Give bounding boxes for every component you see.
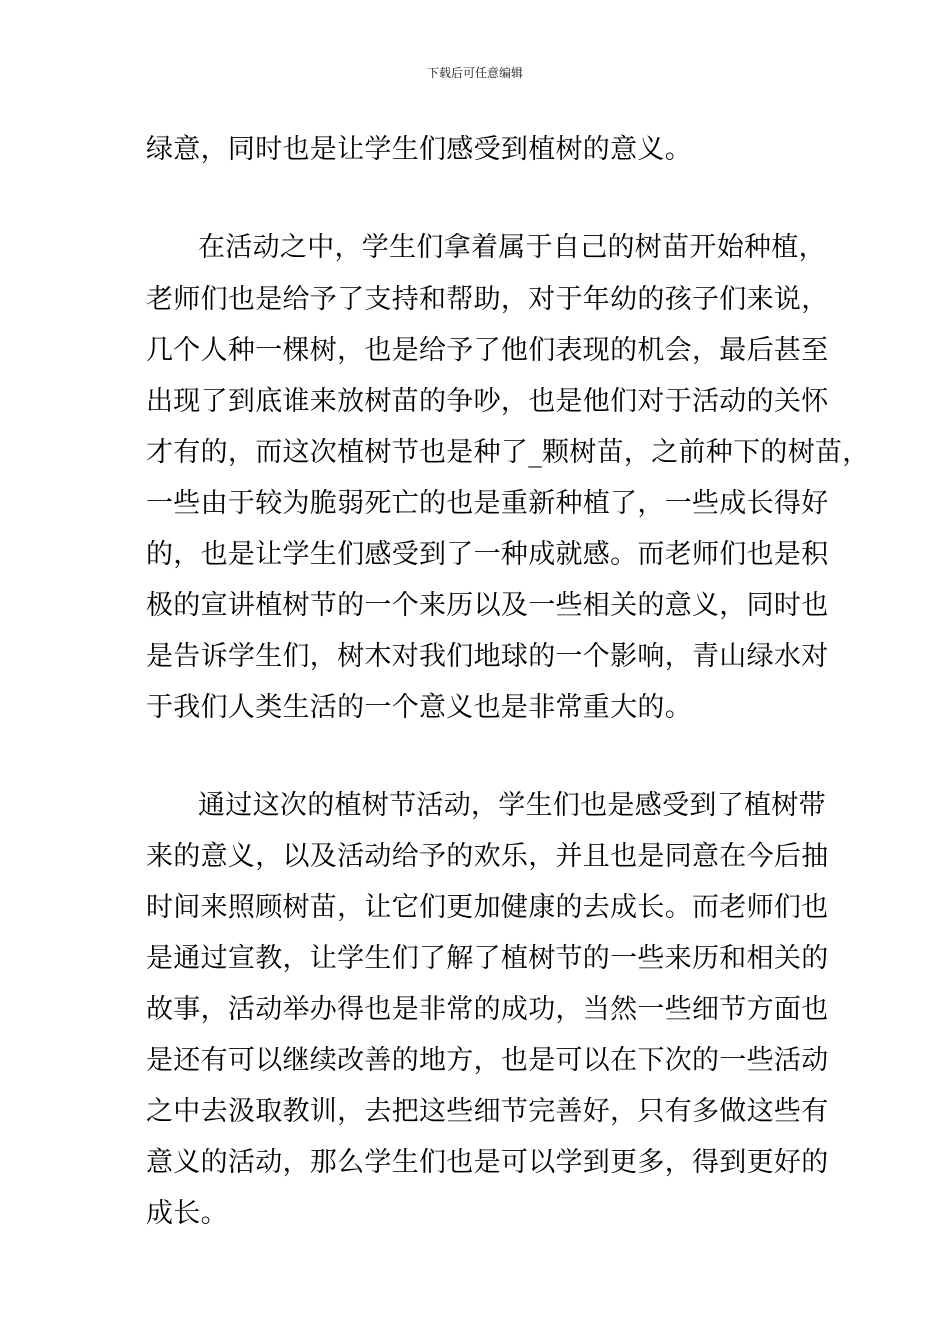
paragraph-2-line-9: 是告诉学生们，树木对我们地球的一个影响，青山绿水对: [146, 641, 829, 672]
paragraph-3-line-9: 成长。: [146, 1198, 228, 1229]
paragraph-3-line-7: 之中去汲取教训，去把这些细节完善好，只有多做这些有: [146, 1096, 829, 1127]
page-header: 下载后可任意编辑: [426, 66, 523, 80]
paragraph-2-line-6: 一些由于较为脆弱死亡的也是重新种植了，一些成长得好: [146, 488, 829, 519]
paragraph-2-line-5: 才有的，而这次植树节也是种了_颗树苗，之前种下的树苗，: [146, 437, 870, 468]
paragraph-2-line-4: 出现了到底谁来放树苗的争吵，也是他们对于活动的关怀: [146, 386, 829, 417]
paragraph-2-line-3: 几个人种一棵树，也是给予了他们表现的机会，最后甚至: [146, 335, 829, 366]
paragraph-2-line-2: 老师们也是给予了支持和帮助，对于年幼的孩子们来说，: [146, 284, 829, 315]
paragraph-2-line-7: 的，也是让学生们感受到了一种成就感。而老师们也是积: [146, 539, 829, 570]
paragraph-3-line-2: 来的意义，以及活动给予的欢乐，并且也是同意在今后抽: [146, 841, 829, 872]
paragraph-3-line-1: 通过这次的植树节活动，学生们也是感受到了植树带: [198, 790, 826, 821]
paragraph-3-line-3: 时间来照顾树苗，让它们更加健康的去成长。而老师们也: [146, 892, 829, 923]
paragraph-3-line-8: 意义的活动，那么学生们也是可以学到更多，得到更好的: [146, 1147, 829, 1178]
paragraph-3-line-5: 故事，活动举办得也是非常的成功，当然一些细节方面也: [146, 994, 829, 1025]
paragraph-1-line-1: 绿意，同时也是让学生们感受到植树的意义。: [146, 134, 692, 165]
paragraph-3-line-6: 是还有可以继续改善的地方，也是可以在下次的一些活动: [146, 1045, 829, 1076]
paragraph-2-line-10: 于我们人类生活的一个意义也是非常重大的。: [146, 692, 692, 723]
paragraph-2-line-8: 极的宣讲植树节的一个来历以及一些相关的意义，同时也: [146, 590, 829, 621]
paragraph-3-line-4: 是通过宣教，让学生们了解了植树节的一些来历和相关的: [146, 943, 829, 974]
paragraph-2-line-1: 在活动之中，学生们拿着属于自己的树苗开始种植，: [198, 232, 826, 263]
